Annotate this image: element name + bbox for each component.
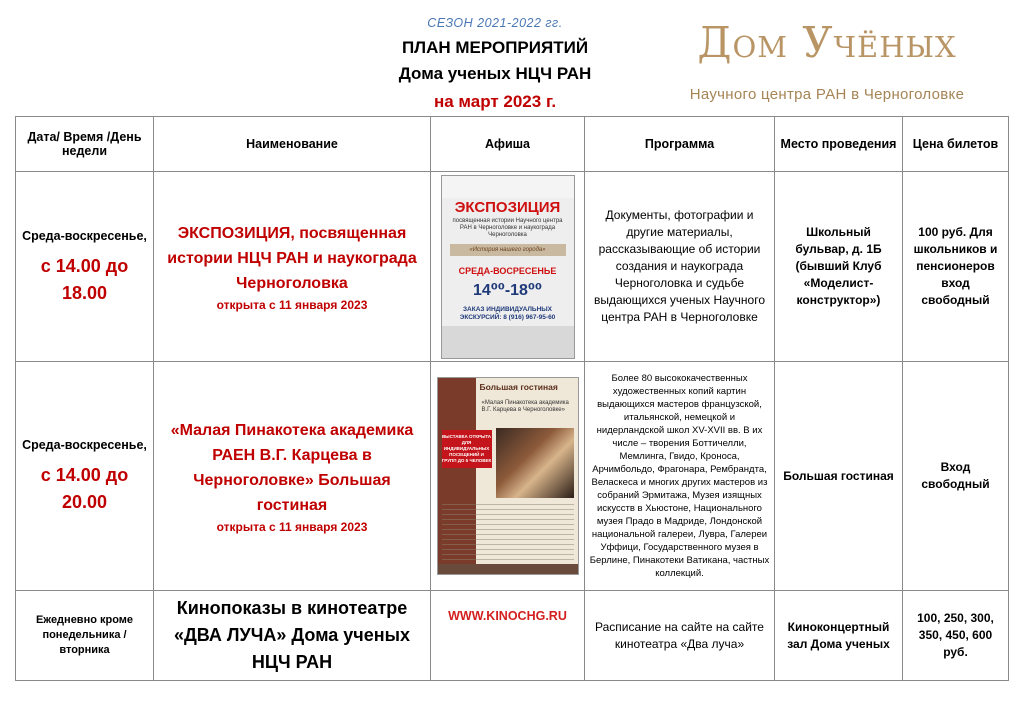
event-name	[154, 172, 431, 362]
program-text: Документы, фотографии и другие материалы, рассказывающие об истории создания и наукограда Черноголовка и судьбе выдающихся ученых Научного центра РАН в Черноголовке	[593, 208, 765, 324]
poster-text-lines	[442, 504, 574, 564]
poster-hall: Большая гостиная	[479, 382, 558, 392]
event-name	[154, 591, 431, 681]
event-price	[903, 362, 1009, 591]
price-text: Вход свободный	[921, 460, 990, 491]
table-row	[16, 172, 1009, 362]
place-text: Киноконцертный зал Дома ученых	[787, 619, 890, 651]
place-text: Большая гостиная	[783, 468, 894, 483]
place-text: Школьный бульвар, д. 1Б (бывший Клуб «Моделист-конструктор»)	[795, 225, 882, 307]
col-header-poster: Афиша	[431, 117, 585, 172]
poster-exposition	[441, 175, 575, 359]
price-text: 100 руб. Для школьников и пенсионеров вход свободный	[913, 225, 998, 307]
event-days: Ежедневно кроме понедельника /вторника	[35, 614, 134, 656]
event-price	[903, 591, 1009, 681]
poster-painting	[496, 428, 574, 498]
event-place	[775, 362, 903, 591]
poster-subtitle: посвященная истории Научного центра РАН в Черноголовке и наукограда Черноголовка	[452, 217, 563, 238]
poster-pinakoteka	[437, 377, 579, 575]
poster-footer	[442, 326, 574, 358]
col-header-name: Наименование	[154, 117, 431, 172]
event-title: ЭКСПОЗИЦИЯ, посвященная истории НЦЧ РАН и наукограда Черноголовка	[167, 225, 417, 292]
poster-days: СРЕДА-ВОСРЕСЕНЬЕ	[458, 265, 557, 276]
poster-band: «История нашего города»	[450, 244, 566, 256]
event-note: открыта с 11 января 2023	[216, 298, 368, 312]
event-program	[585, 172, 775, 362]
page-header	[0, 0, 1024, 115]
table-header-row	[16, 117, 1009, 172]
program-text: Более 80 высококачественных художественных копий картин выдающихся мастеров французской, итальянской, немецкой и нидерландской школ XV-XVII вв. В их числе – творения Боттичелли, Мемлинга, Гвидо, Кроноса, Арчимбольдо, Фрагонара, Рембрандта, Веласкеса и многих других мастеров из собраний Эрмитажа, Музея изящных искусств в Хьюстоне, Национального музея Прадо в Мадриде, Лондонской национальной галереи, Лувра, Галереи Уффици, Государственного музея в Берлине, Пинакотеки Ватикана, частных коллекций.	[589, 373, 770, 579]
poster-logos	[442, 176, 574, 198]
event-date	[16, 591, 154, 681]
event-place	[775, 591, 903, 681]
col-header-program: Программа	[585, 117, 775, 172]
event-poster	[431, 362, 585, 591]
logo-sub-text: Научного центра РАН в Черноголовке	[689, 86, 965, 103]
event-program	[585, 591, 775, 681]
event-poster	[431, 172, 585, 362]
col-header-place: Место проведения	[775, 117, 903, 172]
poster-order: ЗАКАЗ ИНДИВИДУАЛЬНЫХ ЭКСКУРСИЙ: 8 (916) 967-95-60	[459, 305, 556, 321]
poster-hours: 14⁰⁰-18⁰⁰	[473, 281, 542, 299]
poster-notice: ВЫСТАВКА ОТКРЫТА ДЛЯ ИНДИВИДУАЛЬНЫХ ПОСЕЩЕНИЙ И ГРУПП ДО 5 ЧЕЛОВЕК	[442, 430, 492, 468]
event-time: с 14.00 до 18.00	[40, 255, 129, 303]
poster-title: ЭКСПОЗИЦИЯ	[454, 198, 561, 216]
event-time: с 14.00 до 20.00	[40, 465, 129, 512]
events-table	[15, 116, 1009, 681]
event-program	[585, 362, 775, 591]
col-header-date: Дата/ Время /День недели	[16, 117, 154, 172]
cinema-website-link[interactable]: WWW.KINOCHG.RU	[448, 609, 567, 623]
event-days: Среда-воскресенье,	[22, 438, 147, 452]
poster-footer	[438, 564, 578, 574]
page-subtitle: Дома ученых НЦЧ РАН	[398, 64, 592, 83]
event-price	[903, 172, 1009, 362]
event-note: открыта с 11 января 2023	[216, 520, 368, 534]
event-place	[775, 172, 903, 362]
event-date	[16, 362, 154, 591]
season-label: СЕЗОН 2021-2022 гг.	[427, 16, 563, 30]
event-date	[16, 172, 154, 362]
event-poster	[431, 591, 585, 681]
page-title: ПЛАН МЕРОПРИЯТИЙ	[401, 38, 589, 57]
poster-title: «Малая Пинакотека академика В.Г. Карцева в Черноголовке»	[481, 400, 569, 413]
price-text: 100, 250, 300, 350, 450, 600 руб.	[917, 611, 994, 659]
event-name	[154, 362, 431, 591]
event-days: Среда-воскресенье,	[22, 228, 147, 243]
event-title: «Малая Пинакотека академика РАЕН В.Г. Карцева в Черноголовке» Большая гостиная	[170, 422, 414, 514]
col-header-price: Цена билетов	[903, 117, 1009, 172]
program-text: Расписание на сайте на сайте кинотеатра «Два луча»	[595, 619, 764, 651]
logo-main-text: Дом Учёных	[697, 18, 957, 67]
logo	[662, 18, 992, 113]
event-title: Кинопоказы в кинотеатре «ДВА ЛУЧА» Дома ученых НЦЧ РАН	[173, 598, 411, 672]
table-row	[16, 362, 1009, 591]
page-period: на март 2023 г.	[433, 92, 557, 111]
table-row	[16, 591, 1009, 681]
